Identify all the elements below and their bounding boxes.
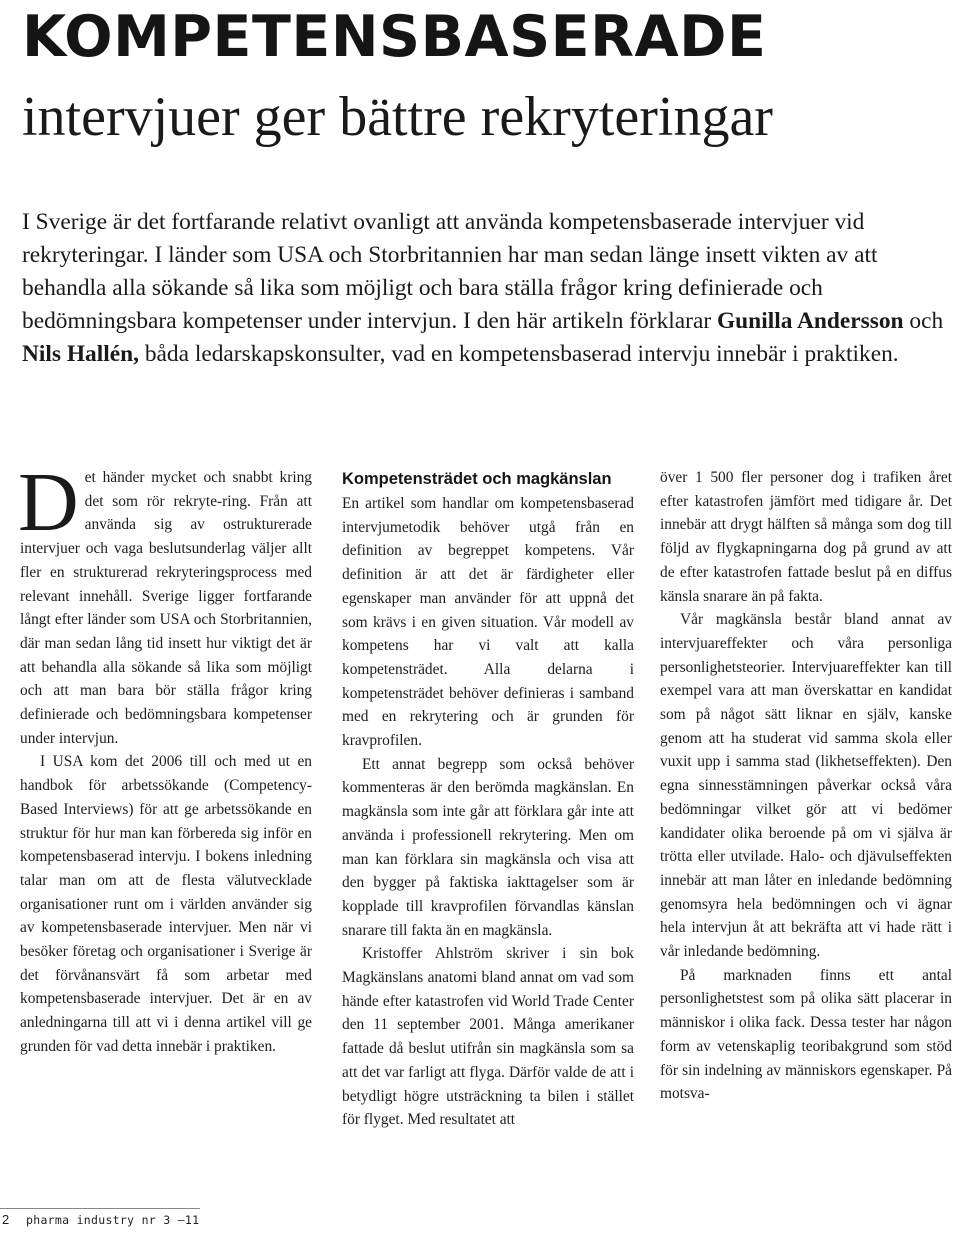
page-number: 2 [2,1212,10,1227]
footer-divider [0,1208,200,1209]
article-title: KOMPETENSBASERADE [22,4,767,70]
lead-text: I Sverige är det fortfarande relativt ovanligt att använda kompetensbaserade intervjuer vid rekryteringar. I länder som USA och Storbritannien har man sedan länge insett vikten av att behandla alla sökande så lika som möjligt och bara ställa frågor kring definierade och bedömningsbara kompetenser under intervjun. I den här artikeln förklarar [22,209,878,334]
column-2 [342,466,634,1132]
body-paragraph: En artikel som handlar om kompetensbaserad intervjumetodik behöver utgå från en definition av begreppet kompetens. Vår definition är att det är färdigheter eller egenskaper man använder för att uppnå det som krävs i en given situation. Vår modell av kompetens har vi valt att kalla kompetensträdet. Alla delarna i kompetensträdet behöver definieras i samband med en rekrytering och är grunden för kravprofilen. [342,495,634,750]
section-heading: Kompetensträdet och magkänslan [342,470,612,488]
body-paragraph: Kristoffer Ahlström skriver i sin bok Magkänslans anatomi bland annat om vad som hände efter katastrofen vid World Trade Center den 11 september 2001. Många amerikaner fattade då beslut utifrån sin magkänsla som sa att det var farligt att flyga. Därför valde de att i betydligt högre utsträckning ta bilen i stället för flyget. Med resultatet att [342,945,634,1129]
body-paragraph: I USA kom det 2006 till och med ut en handbok för arbetssökande (Competency-Based Interviews) för att ge arbetssökande en struktur för hur man kan förbereda sig inför en kompetensbaserad intervju. I bokens inledning talar man om att de flesta välutvecklade organisationer runt om i världen använder sig av kompetensbaserade intervjuer. Men när vi besöker företag och organisationer i Sverige är det förvånansvärt få som arbetar med kompetensbaserade intervjuer. Det är en av anledningarna till att vi i denna artikel vill ge grunden för vad detta innebär i praktiken. [20,753,312,1055]
drop-cap: D [18,456,79,549]
body-paragraph: På marknaden finns ett antal personlighetstest som på olika sätt placerar in människor i olika fack. Dessa tester har någon form av vetenskaplig teoribakgrund som stöd för sin indelning av människors egenskaper. På motsva- [660,966,952,1103]
column-3 [660,466,952,1106]
page-footer [0,1210,960,1234]
body-paragraph: Ett annat begrepp som också behöver kommenteras är den berömda magkänslan. En magkänsla som inte går att förklara går inte att använda i professionell rekrytering. Men om man kan förklara sin magkänsla och visa att den bygger på faktiska iakttagelser som är kopplade till kravprofilen förvandlas känslan snarare till fakta än en magkänsla. [342,755,634,939]
column-1 [18,456,312,1059]
lead-text: och [903,308,944,334]
body-paragraph: Vår magkänsla består bland annat av intervjuareffekter och våra personliga personlighetsteorier. Intervjuareffekter kan till exempel vara att man överskattar en kandidat som på något sätt liknar en själv, kanske genom att ha studerat vid samma skola eller vuxit upp i samma stad (likhetseffekten). Den egna sinnesstämningen påverkar också våra bedömningar vilket gör att vi bedömer kandidater olika beroende på om vi själva är trötta eller utvilade. Halo- och djävulseffekten innebär att man låter en inledande bedömning genomsyra hela bedömningen och vi ägnar hela intervjun åt att bekräfta att vi hade rätt i vår inledande bedömning. [660,611,952,961]
body-paragraph: över 1 500 fler personer dog i trafiken året efter katastrofen jämfört med tidigare år. Det innebär att drygt hälften så många som dog till följd av flygkapningarna dog på grund av att de efter katastrofen fattade beslut på en diffus känsla snarare än på fakta. [660,469,952,605]
author-name: Gunilla Andersson [716,308,904,334]
lead-paragraph [22,206,952,371]
body-paragraph: et händer mycket och snabbt kring det som rör rekryte-ring. Från att använda sig av ostrukturerade intervjuer och vaga beslutsunderlag väljer allt fler en strukturerad rekryteringsprocess med relevant innehåll. Sverige ligger fortfarande långt efter länder som USA och Storbritannien, där man sedan lång tid insett hur viktigt det är att behandla alla sökande så lika som möjligt och att man bara bör ställa frågor kring definierade och bedömningsbara kompetenser under intervjun. [20,469,312,747]
lead-text: båda ledarskapskonsulter, vad en kompetensbaserad intervju innebär i praktiken. [138,341,899,367]
author-name: Nils Hallén, [22,341,139,367]
article-subtitle: intervjuer ger bättre rekryteringar [22,86,773,148]
magazine-issue: pharma industry nr 3 –11 [26,1213,200,1227]
